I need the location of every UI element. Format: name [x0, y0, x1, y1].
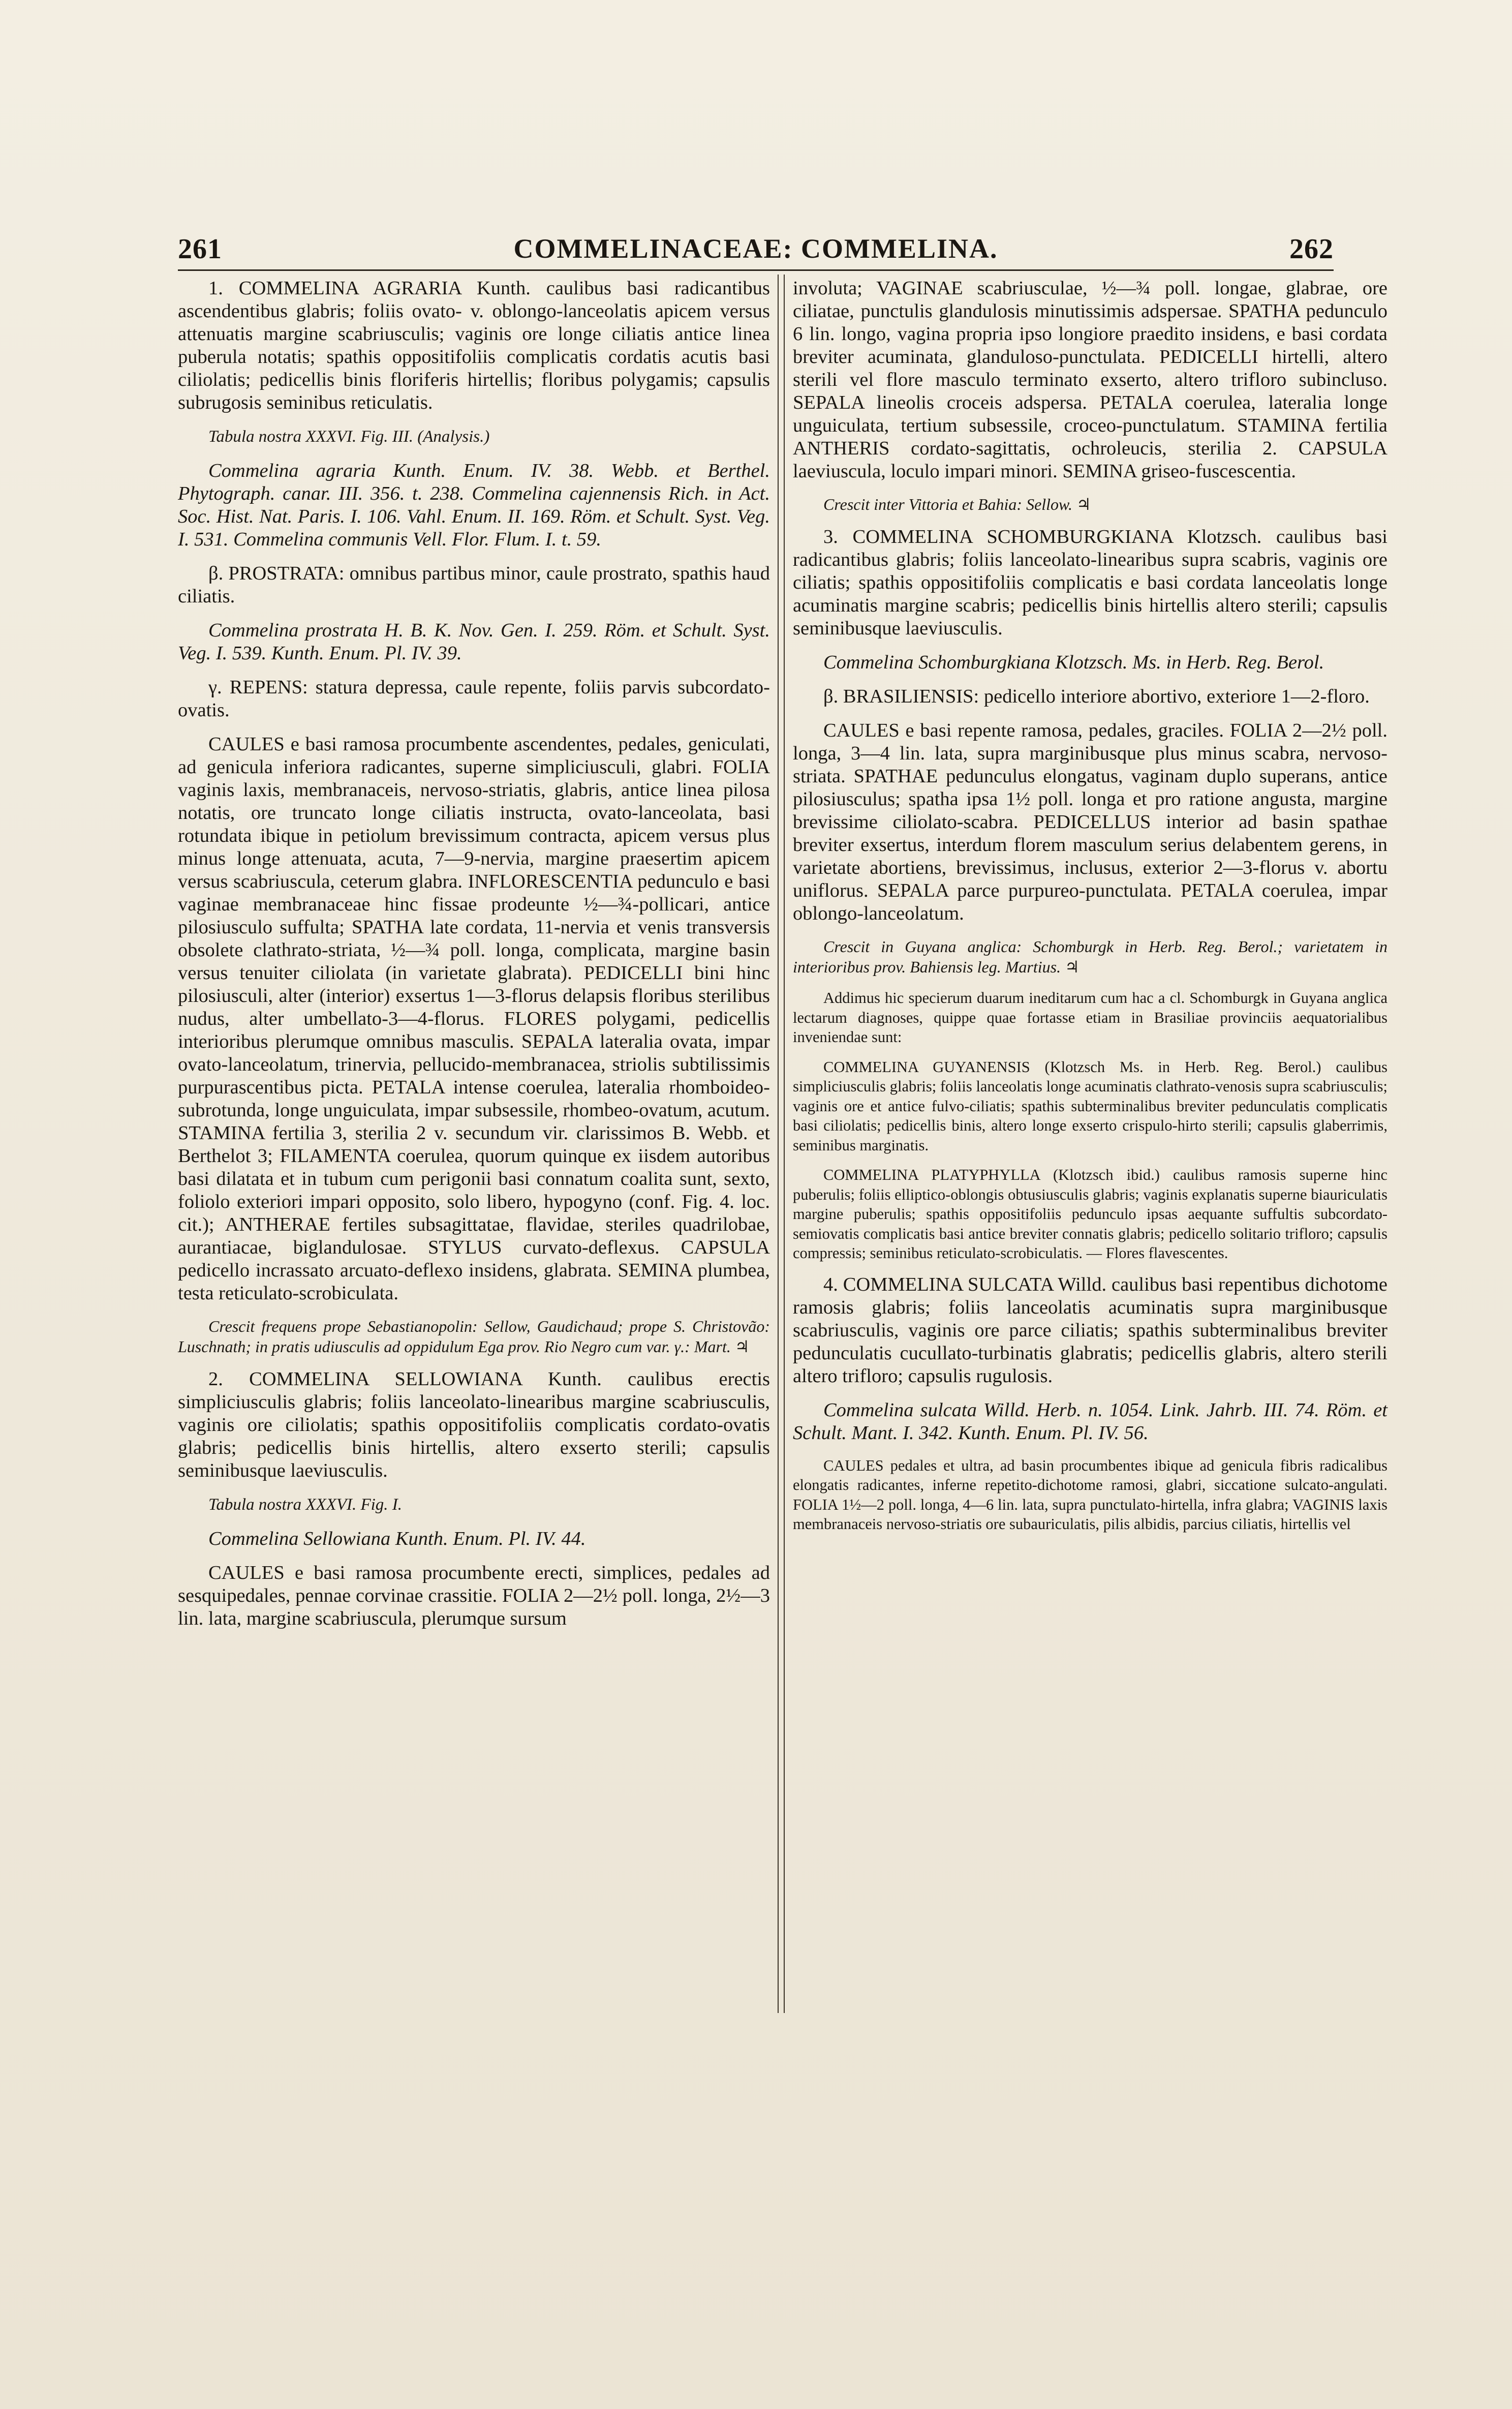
- species-4-diagnosis: 4. COMMELINA SULCATA Willd. caulibus basi repentibus dichotome ramosis glabris; foliis lanceolatis acuminatis supra marginibusque scabriusculis, vaginis ore parce ciliatis; spathis subterminalibus breviter pedunculatis cucullato-turbinatis glabratis; pedicellis glabris, altero sterili altero trifloro; capsulis rugulosis.: [793, 1273, 1387, 1387]
- page-number-left: 261: [178, 233, 222, 265]
- header-rule: [178, 269, 1334, 271]
- species-4-synonyms: Commelina sulcata Willd. Herb. n. 1054. Link. Jahrb. III. 74. Röm. et Schult. Mant. I. 342. Kunth. Enum. Pl. IV. 56.: [793, 1399, 1387, 1444]
- commelina-guyanensis-diagnosis: COMMELINA GUYANENSIS (Klotzsch Ms. in Herb. Reg. Berol.) caulibus simpliciusculis glabris; foliis lanceolatis longe acuminatis clathrato-venosis supra scabriusculis; vaginis ore et antice fulvo-ciliatis; spathis subterminalibus breviter pedunculatis complicatis basi ciliolatis; pedicellis binis, altero longe exserto crispulo-hirto sterili; capsulis glaberrimis, seminibus marginatis.: [793, 1058, 1387, 1154]
- species-1-description: CAULES e basi ramosa procumbente ascendentes, pedales, geniculati, ad genicula inferiora radicantes, superne simpliciusculi, glabri. FOLIA vaginis laxis, membranaceis, nervoso-striatis, glabris, antice linea pilosa notatis, ore truncato longe ciliatis instructa, ovato-lanceolata, basi rotundata ibique in petiolum brevissimum contracta, apicem versus plus minus longe attenuata, acuta, 7—9-nervia, margine praesertim apicem versus scabriuscula, ceterum glabra. INFLORESCENTIA pedunculo e basi vaginae membranaceae hinc fissae prodeunte ½—¾-pollicari, antice pilosiusculo suffulta; SPATHA late cordata, 11-nervia et venis transversis obsolete clathrato-striata, ½—¾ poll. longa, complicata, margine basin versus tenuiter ciliolata (in varietate glabrata). PEDICELLI bini hinc pilosiusculi, alter (interior) exsertus 1—3-florus delapsis floribus sterilibus nudus, alter umbellato-3—4-florus. FLORES polygami, pedicellis interioribus plerumque omnibus masculis. SEPALA lateralia ovata, impar ovato-lanceolatum, trinervia, pellucido-membranacea, striolis subtilissimis purpurascentibus picta. PETALA intense coerulea, lateralia rhomboideo-subrotunda, longe unguiculata, impar subsessile, rhombeo-ovatum, acutum. STAMINA fertilia 3, sterilia 2 v. secundum vir. clarissimos B. Webb. et Berthelot 3; FILAMENTA coerulea, quorum quinque ex iisdem autoribus basi dilatata et in tubum cum perigonii basi connatum coalita sunt, sexto, foliolo exteriori impari opposito, solo libero, hypogyno (conf. Fig. 4. loc. cit.); ANTHERAE fertiles subsagittatae, flavidae, steriles quadrilobae, aurantiacae, biglandulosae. STYLUS curvato-deflexus. CAPSULA pedicello incrassato arcuato-deflexo insidens, glabrata. SEMINA plumbea, testa reticulato-scrobiculata.: [178, 734, 770, 1304]
- species-3-description: CAULES e basi repente ramosa, pedales, graciles. FOLIA 2—2½ poll. longa, 3—4 lin. lata, supra marginibusque plus minus scabra, nervoso-striata. SPATHAE pedunculus elongatus, vaginam duplo superans, antice pilosiusculus; spatha ipsa 1½ poll. longa et pro ratione angusta, margine brevissime ciliolato-scabra. PEDICELLUS interior ad basin spathae breviter exsertus, interdum florem masculum serius delabentem gerens, in varietate abortiens, brevissimus, inclusus, exterior 2—3-florus v. abortu uniflorus. SEPALA parce purpureo-punctulata. PETALA coerulea, impar oblongo-lanceolatum.: [793, 720, 1387, 924]
- species-1-habitat: Crescit frequens prope Sebastianopolin: Sellow, Gaudichaud; prope S. Christovão: Luschnath; in pratis udiusculis ad oppidulum Ega prov. Rio Negro cum var. γ.: Mart. ♃: [178, 1317, 770, 1356]
- commelina-platyphylla-diagnosis: COMMELINA PLATYPHYLLA (Klotzsch ibid.) caulibus ramosis superne hinc puberulis; foliis elliptico-oblongis obtusiusculis glabris; vaginis explanatis superne biauriculatis margine puberulis; spathis oppositifoliis pedunculo ipsas aequante suffultis subcordato-semiovatis complicatis basi antice breviter connatis glabris; pedicello solitario trifloro; capsulis compressis; seminibus reticulato-scrobiculatis. — Flores flavescentes.: [793, 1166, 1387, 1262]
- column-separator: [778, 275, 785, 2013]
- species-2-diagnosis: 2. COMMELINA SELLOWIANA Kunth. caulibus erectis simpliciusculis glabris; foliis lanceolato-linearibus margine scabriusculis, vaginis ore ciliolatis; spathis oppositifoliis complicatis cordato-ovatis glabris; pedicellis binis hirtellis, altero exserto sterili; capsulis seminibusque laeviusculis.: [178, 1368, 770, 1481]
- species-3-synonym: Commelina Schomburgkiana Klotzsch. Ms. in Herb. Reg. Berol.: [823, 652, 1324, 673]
- species-3-diagnosis: 3. COMMELINA SCHOMBURGKIANA Klotzsch. caulibus basi radicantibus glabris; foliis lanceolato-linearibus supra scabris, vaginis ore ciliatis; spathis oppositifoliis complicatis e basi cordata lanceolatis longe acuminatis margine scabris; pedicellis binis hirtellis altero sterili; capsulis seminibusque laeviusculis.: [793, 526, 1387, 639]
- species-2-plate-reference: Tabula nostra XXXVI. Fig. I.: [208, 1496, 403, 1514]
- variety-prostrata: β. PROSTRATA: omnibus partibus minor, caule prostrato, spathis haud ciliatis.: [178, 563, 770, 607]
- running-header: [178, 233, 1334, 268]
- species-2-synonym: Commelina Sellowiana Kunth. Enum. Pl. IV. 44.: [208, 1528, 586, 1549]
- species-1-synonyms: Commelina agraria Kunth. Enum. IV. 38. Webb. et Berthel. Phytograph. canar. III. 356. t. 238. Commelina cajennensis Rich. in Act. Soc. Hist. Nat. Paris. I. 106. Vahl. Enum. II. 169. Röm. et Schult. Syst. Veg. I. 531. Commelina communis Vell. Flor. Flum. I. t. 59.: [178, 460, 770, 550]
- variety-prostrata-synonyms: Commelina prostrata H. B. K. Nov. Gen. I. 259. Röm. et Schult. Syst. Veg. I. 539. Kunth. Enum. Pl. IV. 39.: [178, 620, 770, 664]
- variety-repens: γ. REPENS: statura depressa, caule repente, foliis parvis subcordato-ovatis.: [178, 677, 770, 721]
- species-3-habitat: Crescit in Guyana anglica: Schomburgk in Herb. Reg. Berol.; varietatem in interioribus prov. Bahiensis leg. Martius. ♃: [793, 937, 1387, 976]
- species-2-description: CAULES e basi ramosa procumbente erecti, simplices, pedales ad sesquipedales, pennae corvinae crassitie. FOLIA 2—2½ poll. longa, 2½—3 lin. lata, margine scabriuscula, plerumque sursum: [178, 1562, 770, 1629]
- species-1-plate-reference: Tabula nostra XXXVI. Fig. III. (Analysis.): [208, 428, 490, 446]
- species-4-description: CAULES pedales et ultra, ad basin procumbentes ibique ad genicula fibris radicalibus elongatis radicantes, inferne repetito-dichotome ramosi, glabri, siccatione sulcato-angulati. FOLIA 1½—2 poll. longa, 4—6 lin. lata, supra punctulato-hirtella, infra glabra; VAGINIS laxis membranaceis nervoso-striatis ore subauriculatis, pilis albidis, parcius ciliatis, hirtellis vel: [793, 1456, 1387, 1533]
- page-number-right: 262: [1289, 233, 1334, 265]
- note-unpublished-species: Addimus hic specierum duarum ineditarum cum hac a cl. Schomburgk in Guyana anglica lectarum diagnoses, quippe quae fortasse etiam in Brasiliae provinciis aequatorialibus inveniendae sunt:: [793, 989, 1387, 1046]
- running-title: COMMELINACEAE: COMMELINA.: [513, 233, 998, 264]
- species-2-habitat: Crescit inter Vittoria et Bahia: Sellow. ♃: [823, 495, 1091, 513]
- species-2-description-continued: involuta; VAGINAE scabriusculae, ½—¾ poll. longae, glabrae, ore ciliatae, punctulis glandulosis minutissimis adspersae. SPATHA pedunculo 6 lin. longo, vagina propria ipso longiore praedito insidens, e basi cordata breviter acuminata, glanduloso-punctulata. PEDICELLI hirtelli, altero sterili vel flore masculo terminato exserto, altero trifloro subincluso. SEPALA lineolis croceis adspersa. PETALA coerulea, lateralia longe unguiculata, tertium subsessile, croceo-punctulatum. STAMINA fertilia ANTHERIS cordato-sagittatis, ochroleucis, sterilia 2. CAPSULA laeviuscula, loculo impari minori. SEMINA griseo-fuscescentia.: [793, 278, 1387, 482]
- species-1-diagnosis: 1. COMMELINA AGRARIA Kunth. caulibus basi radicantibus ascendentibus glabris; foliis ovato- v. oblongo-lanceolatis apicem versus attenuatis margine scabriusculis; vaginis ore longe ciliatis antice linea puberula notatis; spathis oppositifoliis complicatis cordatis acutis basi ciliolatis; pedicellis binis floriferis hirtellis; floribus polygamis; capsulis subrugosis seminibus reticulatis.: [178, 278, 770, 413]
- left-column: [178, 277, 770, 1641]
- variety-brasiliensis: β. BRASILIENSIS: pedicello interiore abortivo, exteriore 1—2-floro.: [823, 686, 1370, 707]
- right-column: [793, 277, 1387, 1544]
